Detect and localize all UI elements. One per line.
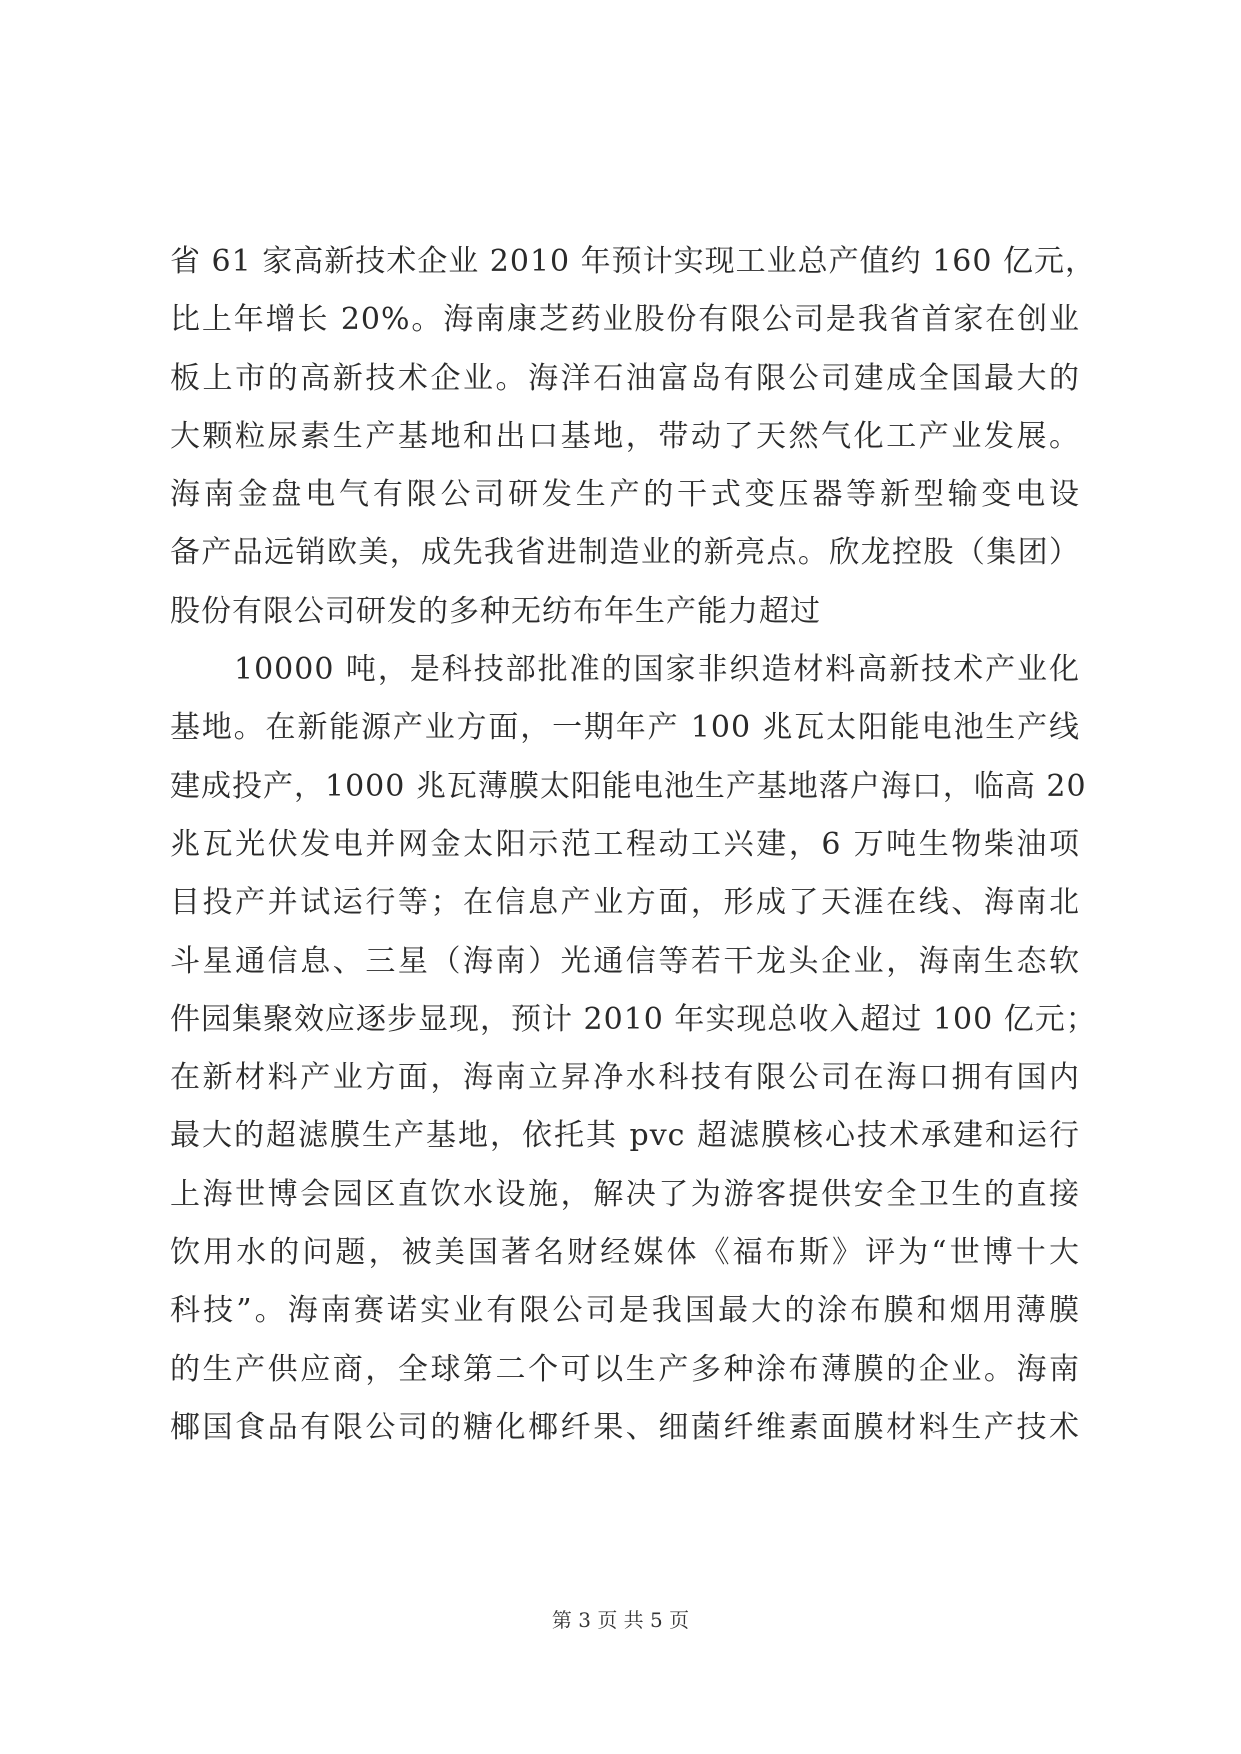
text-line: 建成投产，1000 兆瓦薄膜太阳能电池生产基地落户海口，临高 20 — [170, 768, 1087, 804]
text-line: 最大的超滤膜生产基地，依托其 pvc 超滤膜核心技术承建和运行 — [170, 1118, 1080, 1154]
text-line: 基地。在新能源产业方面，一期年产 100 兆瓦太阳能电池生产线 — [170, 710, 1080, 746]
text-line: 目投产并试运行等；在信息产业方面，形成了天涯在线、海南北 — [170, 885, 1080, 921]
paragraph — [170, 641, 1097, 1457]
paragraph — [170, 233, 1096, 641]
body-text — [170, 233, 1097, 1457]
text-line: 板上市的高新技术企业。海洋石油富岛有限公司建成全国最大的 — [170, 360, 1080, 396]
text-line: 10000 吨，是科技部批准的国家非织造材料高新技术产业化 — [234, 652, 1080, 688]
text-line: 饮用水的问题，被美国著名财经媒体《福布斯》评为“世博十大 — [170, 1235, 1080, 1271]
text-line: 备产品远销欧美，成先我省进制造业的新亮点。欣龙控股（集团） — [170, 535, 1080, 571]
text-line: 在新材料产业方面，海南立昇净水科技有限公司在海口拥有国内 — [170, 1060, 1080, 1096]
text-line: 股份有限公司研发的多种无纺布年生产能力超过 — [170, 593, 821, 629]
text-line: 件园集聚效应逐步显现，预计 2010 年实现总收入超过 100 亿元； — [170, 1001, 1097, 1037]
text-line: 海南金盘电气有限公司研发生产的干式变压器等新型输变电设 — [170, 477, 1080, 513]
text-line: 比上年增长 20%。海南康芝药业股份有限公司是我省首家在创业 — [170, 302, 1080, 338]
text-line: 大颗粒尿素生产基地和出口基地，带动了天然气化工产业发展。 — [170, 418, 1080, 454]
text-line: 上海世博会园区直饮水设施，解决了为游客提供安全卫生的直接 — [170, 1176, 1080, 1212]
text-line: 斗星通信息、三星（海南）光通信等若干龙头企业，海南生态软 — [170, 943, 1080, 979]
page-footer — [0, 1604, 1241, 1633]
text-line: 科技”。海南赛诺实业有限公司是我国最大的涂布膜和烟用薄膜 — [170, 1293, 1080, 1329]
text-line: 省 61 家高新技术企业 2010 年预计实现工业总产值约 160 亿元， — [170, 244, 1096, 279]
page-number-label: 第 3 页 共 5 页 — [551, 1608, 690, 1632]
text-line: 椰国食品有限公司的糖化椰纤果、细菌纤维素面膜材料生产技术 — [170, 1409, 1080, 1445]
text-line: 兆瓦光伏发电并网金太阳示范工程动工兴建，6 万吨生物柴油项 — [170, 826, 1080, 862]
text-line: 的生产供应商，全球第二个可以生产多种涂布薄膜的企业。海南 — [170, 1351, 1080, 1387]
